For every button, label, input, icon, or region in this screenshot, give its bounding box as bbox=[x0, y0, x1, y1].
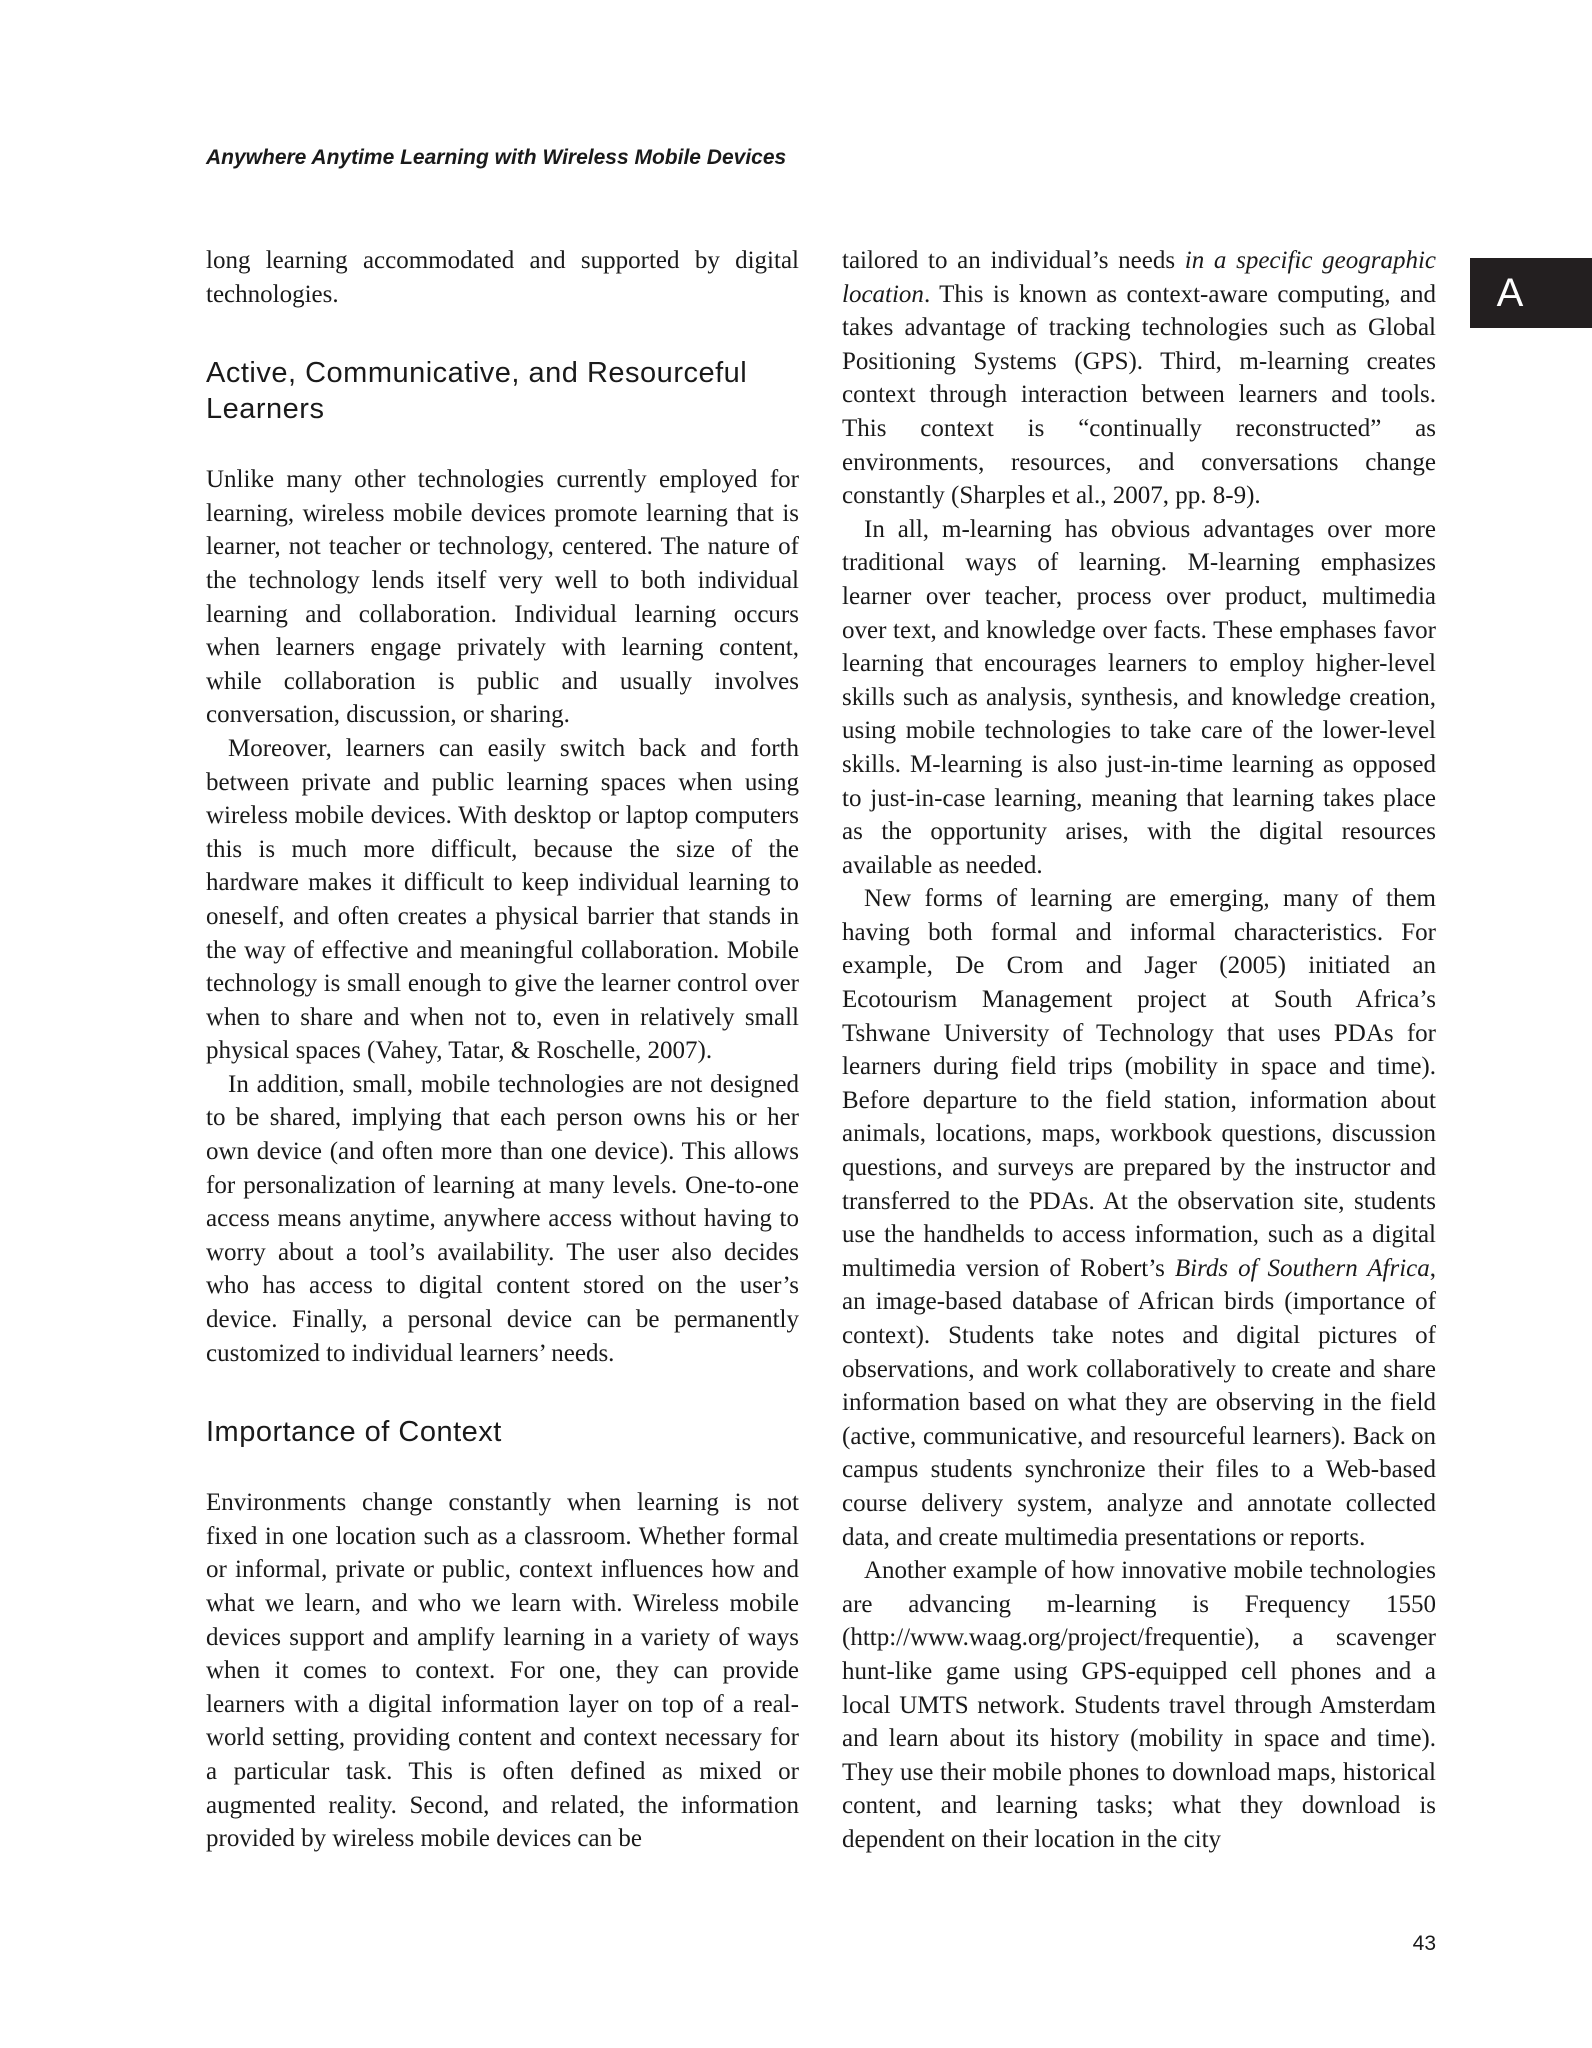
continued-paragraph: long learning accommodated and supported by digital technologies. bbox=[206, 247, 799, 308]
body-paragraph bbox=[842, 882, 1436, 1554]
section-heading-active-learners: Active, Communicative, and Resourceful Learners bbox=[206, 357, 748, 426]
right-column bbox=[842, 244, 1436, 1857]
text-run: , an image-based database of African birds (importance of context). Students take notes and digital pictures of observations, and work collaboratively to create and share information based on what they are observing in the field (active, communicative, and resourceful learners). Back on campus students synchronize their files to a Web-based course delivery system, analyze and annotate collected data, and create multimedia presentations or reports. bbox=[842, 1254, 1436, 1551]
section-heading-importance-of-context: Importance of Context bbox=[206, 1416, 502, 1449]
body-paragraph: In addition, small, mobile technologies are not designed to be shared, implying that each person owns his or her own device (and often more than one device). This allows for personalization of learning at many levels. One-to-one access means anytime, anywhere access without having to worry about a tool’s availability. The user also decides who has access to digital content stored on the user’s device. Finally, a personal device can be permanently customized to individual learners’ needs. bbox=[206, 1070, 799, 1367]
body-paragraph: Unlike many other technologies currently employed for learning, wireless mobile devices promote learning that is learner, not teacher or technology, centered. The nature of the technology lends itself very well to both individual learning and collaboration. Individual learning occurs when learners engage privately with learning content, while collaboration is public and usually involves conversation, discussion, or sharing. bbox=[206, 466, 799, 729]
text-run: . This is known as context-aware computing, and takes advantage of tracking technologies such as Global Positioning Systems (GPS). Third, m-learning creates context through interaction between learners and tools. This context is “continually reconstructed” as environments, resources, and conversations change constantly (Sharples et al., 2007, pp. 8-9). bbox=[842, 280, 1436, 510]
body-paragraph: In all, m-learning has obvious advantages over more traditional ways of learning. M-learning emphasizes learner over teacher, process over product, multimedia over text, and knowledge over facts. These emphases favor learning that encourages learners to employ higher-level skills such as analysis, synthesis, and knowledge creation, using mobile technologies to take care of the lower-level skills. M-learning is also just-in-time learning as opposed to just-in-case learning, meaning that learning takes place as the opportunity arises, with the digital resources available as needed. bbox=[842, 515, 1436, 879]
text-run: New forms of learning are emerging, many of them having both formal and informal characteristics. For example, De Crom and Jager (2005) initiated an Ecotourism Management project at South Africa’s Tshwane University of Technology that uses PDAs for learners during field trips (mobility in space and time). Before departure to the field station, information about animals, locations, maps, workbook questions, discussion questions, and surveys are prepared by the instructor and transferred to the PDAs. At the observation site, students use the handhelds to access information, such as a digital multimedia version of Robert’s bbox=[842, 885, 1436, 1282]
text-run: tailored to an individual’s needs bbox=[842, 247, 1185, 274]
body-paragraph: Moreover, learners can easily switch back and forth between private and public learning spaces when using wireless mobile devices. With desktop or laptop computers this is much more difficult, because the size of the hardware makes it difficult to keep individual learning to oneself, and often creates a physical barrier that stands in the way of effective and meaningful collaboration. Mobile technology is small enough to give the learner control over when to share and when not to, even in relatively small physical spaces (Vahey, Tatar, & Roschelle, 2007). bbox=[206, 734, 799, 1065]
page-number: 43 bbox=[1412, 1932, 1436, 1955]
section-tab bbox=[1470, 258, 1592, 328]
body-paragraph bbox=[842, 244, 1436, 513]
emphasis: in a specific geographic location bbox=[842, 247, 1436, 308]
left-column bbox=[206, 244, 799, 1856]
body-paragraph: Another example of how innovative mobile technologies are advancing m-learning is Frequency 1550 (http://www.waag.org/project/frequentie), a scavenger hunt-like game using GPS-equipped cell phones and a local UMTS network. Students travel through Amsterdam and learn about its history (mobility in space and time). They use their mobile phones to download maps, historical content, and learning tasks; what they download is dependent on their location in the city bbox=[842, 1557, 1436, 1853]
book-title: Birds of Southern Africa bbox=[1174, 1254, 1430, 1282]
running-head: Anywhere Anytime Learning with Wireless Mobile Devices bbox=[206, 146, 787, 169]
body-paragraph: Environments change constantly when learning is not fixed in one location such as a classroom. Whether formal or informal, private or public, context influences how and what we learn, and who we learn with. Wireless mobile devices support and amplify learning in a variety of ways when it comes to context. For one, they can provide learners with a digital information layer on top of a real-world setting, providing content and context necessary for a particular task. This is often defined as mixed or augmented reality. Second, and related, the information provided by wireless mobile devices can be bbox=[206, 1489, 799, 1853]
section-tab-letter: A bbox=[1496, 270, 1524, 315]
